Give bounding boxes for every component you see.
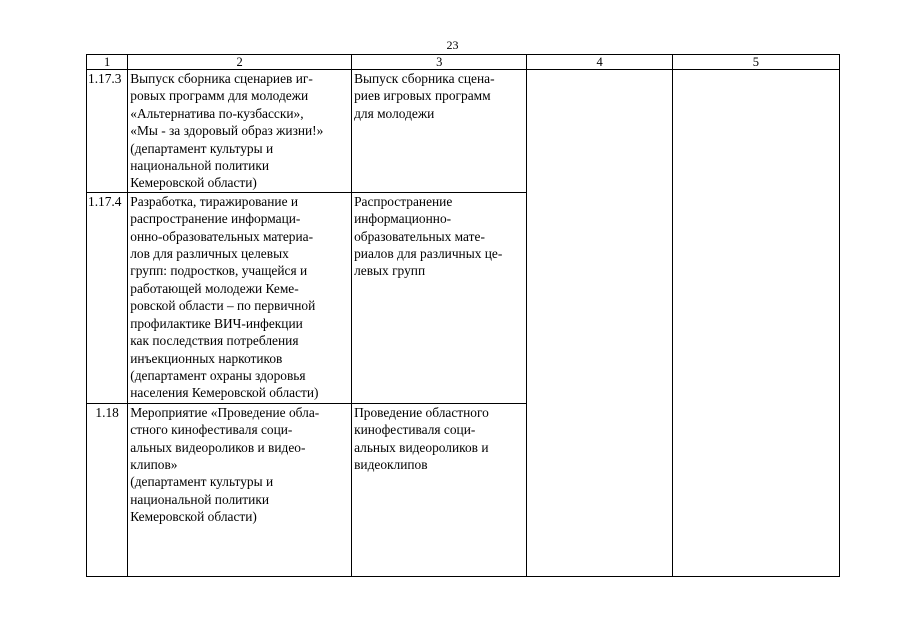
text-line: кинофестиваля соци- [354, 422, 476, 438]
text-line: групп: подростков, учащейся и [130, 263, 308, 279]
text-line: образовательных мате- [354, 228, 485, 244]
table-header-row [87, 55, 840, 70]
text-line: Кемеровской области) [130, 509, 257, 525]
text-line: левых групп [354, 263, 426, 279]
text-line: Распространение [354, 193, 453, 209]
text-line: онно-образовательных материа- [130, 228, 314, 244]
row-number: 1.18 [87, 403, 128, 576]
text-line: (департамент культуры и [130, 474, 274, 490]
measure-result [352, 192, 527, 403]
text-line: распространение информаци- [130, 211, 301, 227]
text-line: Выпуск сборника сценариев иг- [130, 71, 313, 86]
text-line: Разработка, тиражирование и [130, 193, 299, 209]
text-line: населения Кемеровской области) [130, 385, 319, 401]
table-row [87, 70, 840, 193]
text-line: работающей молодежи Кеме- [130, 280, 299, 296]
column-header-4: 4 [527, 55, 672, 70]
text-line: Кемеровской области) [130, 175, 257, 191]
text-line: (департамент охраны здоровья [130, 367, 306, 383]
column-header-3: 3 [352, 55, 527, 70]
text-line: риалов для различных це- [354, 246, 503, 262]
text-line: национальной политики [130, 491, 270, 507]
text-line: Выпуск сборника сцена- [354, 71, 495, 86]
measures-table [86, 54, 840, 577]
column-header-1: 1 [87, 55, 128, 70]
text-line: стного кинофестиваля соци- [130, 422, 293, 438]
text-line: для молодежи [354, 105, 435, 121]
row-number: 1.17.4 [87, 192, 128, 403]
text-line: риев игровых программ [354, 88, 491, 104]
text-line: национальной политики [130, 158, 270, 174]
text-line: ровской области – по первичной [130, 298, 316, 314]
text-line: информационно- [354, 211, 452, 227]
text-line: Проведение областного [354, 404, 489, 420]
row-number: 1.17.3 [87, 70, 128, 193]
text-line: альных видеороликов и видео- [130, 439, 306, 455]
text-line: «Альтернатива по-кузбасски», [130, 105, 304, 121]
text-line: альных видеороликов и [354, 439, 489, 455]
text-line: (департамент культуры и [130, 140, 274, 156]
text-line: Мероприятие «Проведение обла- [130, 404, 320, 420]
column-5-cell [672, 70, 839, 577]
page-number: 23 [446, 38, 459, 52]
column-header-2: 2 [128, 55, 352, 70]
text-line: инъекционных наркотиков [130, 350, 283, 366]
measure-description [128, 403, 352, 576]
text-line: ровых программ для молодежи [130, 88, 309, 104]
text-line: видеоклипов [354, 457, 428, 473]
measure-description [128, 70, 352, 193]
measure-result [352, 403, 527, 576]
measure-description [128, 192, 352, 403]
column-4-cell [527, 70, 672, 577]
measure-result [352, 70, 527, 193]
text-line: лов для различных целевых [130, 246, 289, 262]
text-line: «Мы - за здоровый образ жизни!» [130, 123, 324, 139]
column-header-5: 5 [672, 55, 839, 70]
text-line: клипов» [130, 457, 178, 473]
text-line: как последствия потребления [130, 333, 299, 349]
text-line: профилактике ВИЧ-инфекции [130, 315, 303, 331]
